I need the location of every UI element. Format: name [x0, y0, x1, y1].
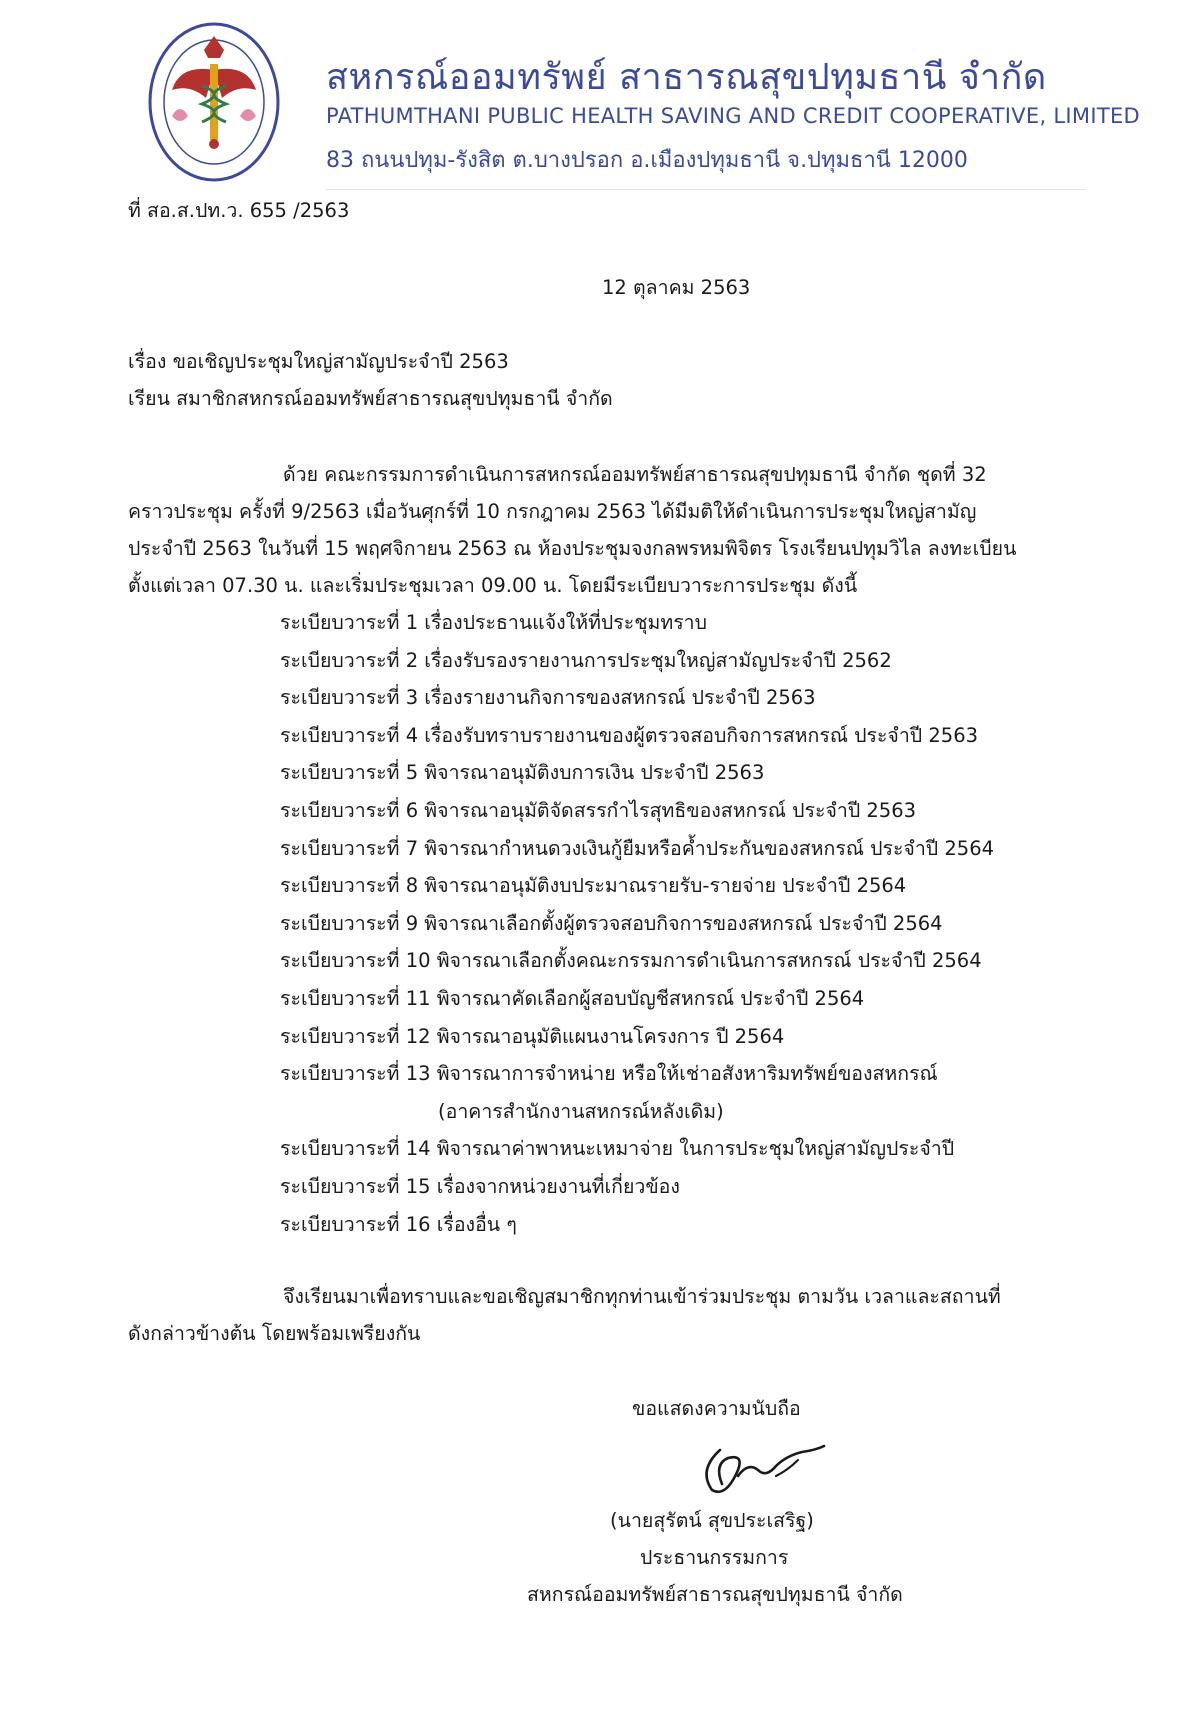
body-line: ประจำปี 2563 ในวันที่ 15 พฤศจิกายน 2563 ณ ห้องประชุมจงกลพรหมพิจิตร โรงเรียนปทุมวิไล ลงทะเบียน	[128, 537, 1017, 560]
org-address: 83 ถนนปทุม-รังสิต ต.บางปรอก อ.เมืองปทุมธานี จ.ปทุมธานี 12000	[326, 148, 968, 173]
agenda-item: ระเบียบวาระที่ 10 พิจารณาเลือกตั้งคณะกรรมการดำเนินการสหกรณ์ ประจำปี 2564	[280, 949, 982, 973]
agenda-item: ระเบียบวาระที่ 13 พิจารณาการจำหน่าย หรือให้เช่าอสังหาริมทรัพย์ของสหกรณ์	[280, 1062, 938, 1086]
reference-number: ที่ สอ.ส.ปท.ว. 655 /2563	[128, 199, 350, 222]
agenda-item: ระเบียบวาระที่ 12 พิจารณาอนุมัติแผนงานโครงการ ปี 2564	[280, 1024, 785, 1048]
cooperative-seal-icon	[146, 20, 282, 184]
respect-phrase: ขอแสดงความนับถือ	[632, 1397, 801, 1420]
signer-organization: สหกรณ์ออมทรัพย์สาธารณสุขปทุมธานี จำกัด	[527, 1583, 903, 1606]
handwritten-signature-icon	[690, 1436, 830, 1506]
agenda-item: ระเบียบวาระที่ 8 พิจารณาอนุมัติงบประมาณรายรับ-รายจ่าย ประจำปี 2564	[280, 874, 907, 898]
body-line: ตั้งแต่เวลา 07.30 น. และเริ่มประชุมเวลา 09.00 น. โดยมีระเบียบวาระการประชุม ดังนี้	[128, 574, 858, 597]
body-line: ด้วย คณะกรรมการดำเนินการสหกรณ์ออมทรัพย์สาธารณสุขปทุมธานี จำกัด ชุดที่ 32	[283, 463, 987, 486]
agenda-item: ระเบียบวาระที่ 7 พิจารณากำหนดวงเงินกู้ยืมหรือค้ำประกันของสหกรณ์ ประจำปี 2564	[280, 836, 995, 860]
agenda-item: ระเบียบวาระที่ 14 พิจารณาค่าพาหนะเหมาจ่าย ในการประชุมใหญ่สามัญประจำปี	[280, 1137, 955, 1161]
signer-name: (นายสุรัตน์ สุขประเสริฐ)	[610, 1509, 814, 1532]
agenda-item: ระเบียบวาระที่ 2 เรื่องรับรองรายงานการประชุมใหญ่สามัญประจำปี 2562	[280, 648, 892, 672]
agenda-item: ระเบียบวาระที่ 15 เรื่องจากหน่วยงานที่เกี่ยวข้อง	[280, 1174, 680, 1198]
agenda-item: ระเบียบวาระที่ 11 พิจารณาคัดเลือกผู้สอบบัญชีสหกรณ์ ประจำปี 2564	[280, 986, 865, 1010]
agenda-item: ระเบียบวาระที่ 1 เรื่องประธานแจ้งให้ที่ประชุมทราบ	[280, 611, 707, 634]
agenda-item: ระเบียบวาระที่ 4 เรื่องรับทราบรายงานของผู้ตรวจสอบกิจการสหกรณ์ ประจำปี 2563	[280, 723, 979, 747]
org-name-english: PATHUMTHANI PUBLIC HEALTH SAVING AND CREDIT COOPERATIVE, LIMITED	[326, 104, 1140, 128]
agenda-item: ระเบียบวาระที่ 6 พิจารณาอนุมัติจัดสรรกำไรสุทธิของสหกรณ์ ประจำปี 2563	[280, 798, 917, 822]
agenda-list	[280, 610, 994, 1249]
org-name-thai: สหกรณ์ออมทรัพย์ สาธารณสุขปทุมธานี จำกัด	[326, 57, 1047, 98]
agenda-item-continuation: (อาคารสำนักงานสหกรณ์หลังเดิม)	[438, 1099, 724, 1123]
agenda-item: ระเบียบวาระที่ 5 พิจารณาอนุมัติงบการเงิน ประจำปี 2563	[280, 761, 765, 785]
closing-line: ดังกล่าวข้างต้น โดยพร้อมเพรียงกัน	[128, 1322, 421, 1345]
subject-line: เรื่อง ขอเชิญประชุมใหญ่สามัญประจำปี 2563	[128, 350, 509, 373]
closing-line: จึงเรียนมาเพื่อทราบและขอเชิญสมาชิกทุกท่านเข้าร่วมประชุม ตามวัน เวลาและสถานที่	[283, 1285, 1001, 1308]
letter-date: 12 ตุลาคม 2563	[602, 276, 751, 299]
agenda-item: ระเบียบวาระที่ 16 เรื่องอื่น ๆ	[280, 1212, 517, 1236]
signer-position: ประธานกรรมการ	[640, 1546, 789, 1569]
letterhead-divider	[326, 189, 1086, 190]
agenda-item: ระเบียบวาระที่ 9 พิจารณาเลือกตั้งผู้ตรวจสอบกิจการของสหกรณ์ ประจำปี 2564	[280, 911, 943, 935]
agenda-item: ระเบียบวาระที่ 3 เรื่องรายงานกิจการของสหกรณ์ ประจำปี 2563	[280, 686, 816, 710]
body-line: คราวประชุม ครั้งที่ 9/2563 เมื่อวันศุกร์ที่ 10 กรกฎาคม 2563 ได้มีมติให้ดำเนินการประชุมใหญ่สามัญ	[128, 500, 977, 523]
recipient-line: เรียน สมาชิกสหกรณ์ออมทรัพย์สาธารณสุขปทุมธานี จำกัด	[128, 387, 613, 410]
